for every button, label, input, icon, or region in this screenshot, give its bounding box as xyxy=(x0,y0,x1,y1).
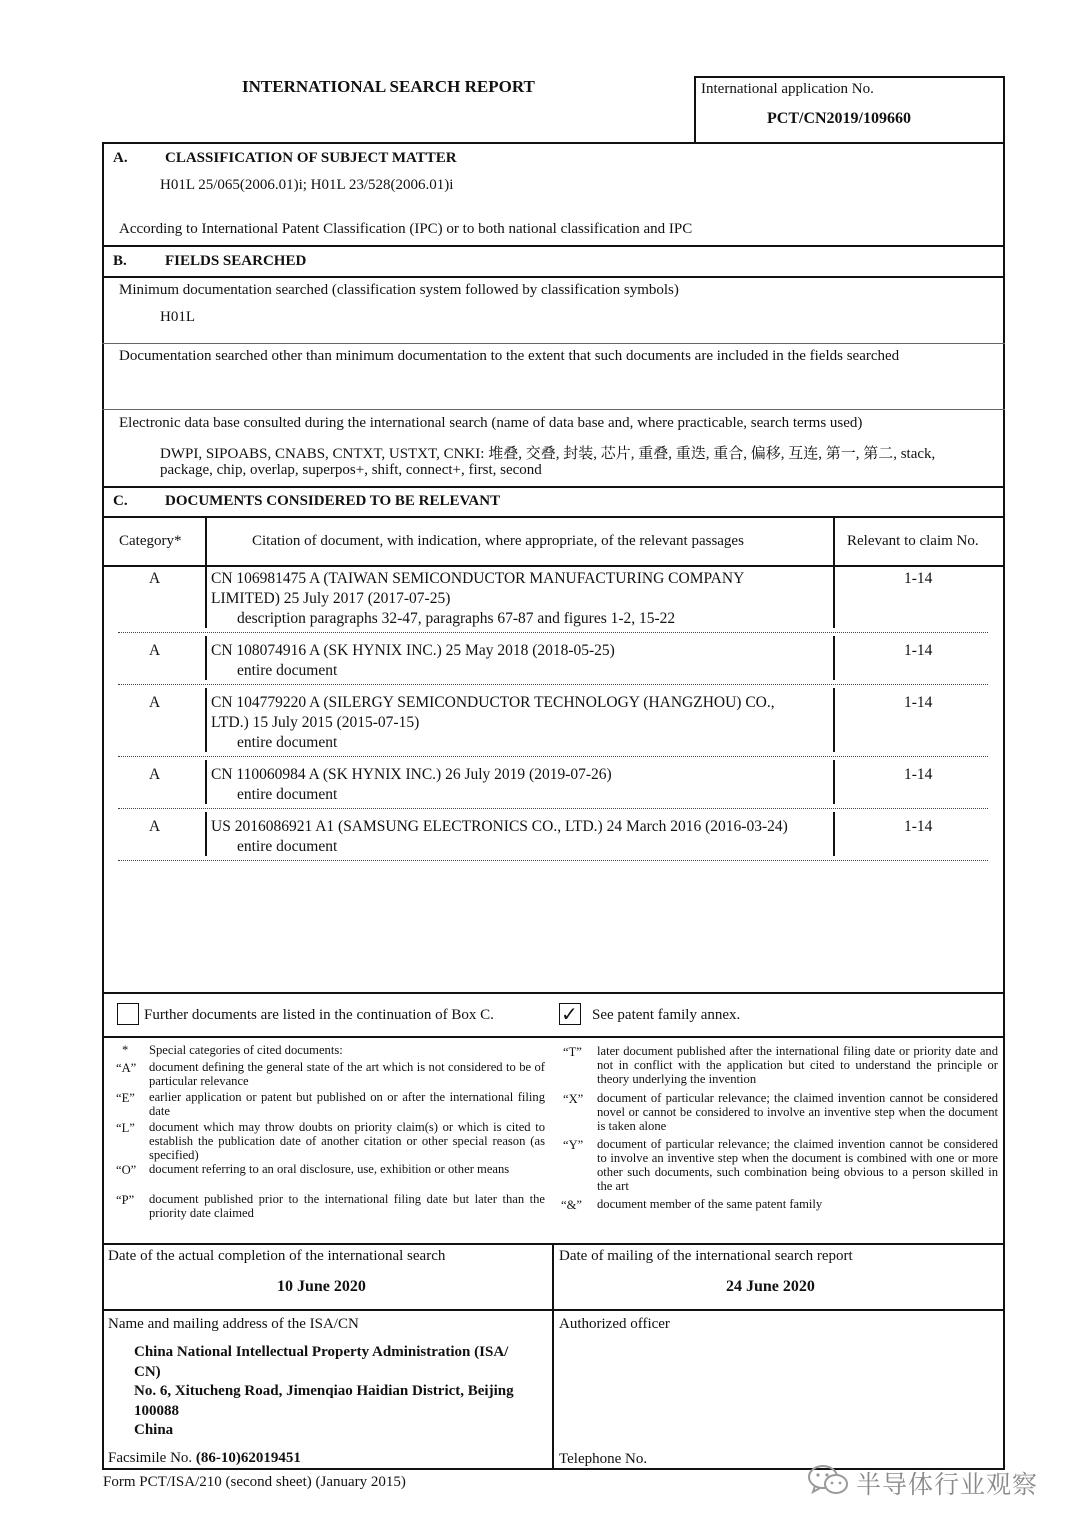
fax-value: (86-10)62019451 xyxy=(195,1450,301,1466)
category-text: document which may throw doubts on priority claim(s) or which is cited to establish the publication date of another citation or other special reason (as specified) xyxy=(149,1120,545,1162)
row-passages: entire document xyxy=(237,786,338,803)
row-claims: 1-14 xyxy=(904,570,933,587)
row-claims: 1-14 xyxy=(904,818,933,835)
row-citation-line: CN 110060984 A (SK HYNIX INC.) 26 July 2019 (2019-07-26) xyxy=(211,766,612,783)
row-citation-line: CN 106981475 A (TAIWAN SEMICONDUCTOR MANUFACTURING COMPANY xyxy=(211,570,745,587)
category-mark: “A” xyxy=(116,1061,137,1075)
telephone-label: Telephone No. xyxy=(559,1451,648,1467)
checkmark-icon: ✓ xyxy=(561,1002,578,1026)
row-citation-line: CN 104779220 A (SILERGY SEMICONDUCTOR TECHNOLOGY (HANGZHOU) CO., xyxy=(211,694,775,711)
column-divider xyxy=(552,1243,554,1469)
other-doc-label: Documentation searched other than minimum documentation to the extent that such documents are included in the fields searched xyxy=(119,348,900,364)
section-a-letter: A. xyxy=(113,150,128,166)
classification-codes: H01L 25/065(2006.01)i; H01L 23/528(2006.01)i xyxy=(160,177,454,193)
isa-label: Name and mailing address of the ISA/CN xyxy=(108,1316,359,1332)
row-citation-line: LIMITED) 25 July 2017 (2017-07-25) xyxy=(211,590,451,607)
category-text: document defining the general state of the art which is not considered to be of particular relevance xyxy=(149,1060,545,1088)
row-passages: entire document xyxy=(237,838,338,855)
isa-name-line: CN) xyxy=(134,1364,161,1380)
row-passages: entire document xyxy=(237,734,338,751)
wechat-icon xyxy=(806,1462,852,1498)
section-c-title: DOCUMENTS CONSIDERED TO BE RELEVANT xyxy=(165,493,501,509)
edb-terms-line1: DWPI, SIPOABS, CNABS, CNTXT, USTXT, CNKI: 堆叠, 交叠, 封装, 芯片, 重叠, 重迭, 重合, 偏移, 互连, 第一, 第二, stack, xyxy=(160,446,936,462)
section-a-title: CLASSIFICATION OF SUBJECT MATTER xyxy=(165,150,457,166)
section-b-letter: B. xyxy=(113,253,127,269)
row-citation-line: LTD.) 15 July 2015 (2015-07-15) xyxy=(211,714,420,731)
patent-family-label: See patent family annex. xyxy=(592,1007,741,1023)
row-category: A xyxy=(149,818,161,835)
divider xyxy=(102,992,1005,994)
edb-label: Electronic data base consulted during the international search (name of data base and, where practicable, search terms used) xyxy=(119,415,863,431)
row-category: A xyxy=(149,642,161,659)
category-mark: “O” xyxy=(116,1163,137,1177)
watermark-text: 半导体行业观察 xyxy=(856,1470,1039,1499)
fax-number xyxy=(108,1450,301,1467)
form-reference: Form PCT/ISA/210 (second sheet) (January 2015) xyxy=(103,1474,406,1490)
row-claims: 1-14 xyxy=(904,642,933,659)
category-mark: “E” xyxy=(116,1091,135,1105)
row-category: A xyxy=(149,766,161,783)
mailing-date-label: Date of mailing of the international search report xyxy=(559,1248,853,1264)
isa-address-line: China xyxy=(134,1422,174,1438)
completion-date-label: Date of the actual completion of the international search xyxy=(108,1248,446,1264)
divider xyxy=(102,245,1005,247)
further-documents-checkbox[interactable] xyxy=(117,1003,139,1025)
row-citation-line: US 2016086921 A1 (SAMSUNG ELECTRONICS CO., LTD.) 24 March 2016 (2016-03-24) xyxy=(211,818,788,835)
category-text: document referring to an oral disclosure, use, exhibition or other means xyxy=(149,1162,510,1176)
row-claims: 1-14 xyxy=(904,766,933,783)
row-category: A xyxy=(149,570,161,587)
edb-terms-line2: package, chip, overlap, superpos+, shift, connect+, first, second xyxy=(160,462,542,478)
fax-label: Facsimile No. xyxy=(108,1450,193,1466)
category-mark: “X” xyxy=(563,1092,584,1106)
section-b-title: FIELDS SEARCHED xyxy=(165,253,307,269)
category-mark: “&” xyxy=(561,1198,582,1212)
category-text: document member of the same patent family xyxy=(597,1197,823,1211)
application-number-value: PCT/CN2019/109660 xyxy=(767,110,911,127)
column-header-citation: Citation of document, with indication, where appropriate, of the relevant passages xyxy=(252,533,744,549)
category-mark: “Y” xyxy=(563,1138,584,1152)
mailing-date-value: 24 June 2020 xyxy=(726,1278,815,1295)
authorized-officer-label: Authorized officer xyxy=(559,1316,670,1332)
row-category: A xyxy=(149,694,161,711)
category-text: document published prior to the international filing date but later than the priority date claimed xyxy=(149,1192,545,1220)
column-header-category: Category* xyxy=(119,533,182,549)
category-text: earlier application or patent but published on or after the international filing date xyxy=(149,1090,545,1118)
category-mark: * xyxy=(122,1043,129,1057)
divider xyxy=(102,1243,1005,1245)
divider xyxy=(102,1309,1005,1311)
category-text: later document published after the international filing date or priority date and not in conflict with the application but cited to understand the principle or theory underlying the invention xyxy=(597,1044,998,1086)
report-title: INTERNATIONAL SEARCH REPORT xyxy=(242,77,535,96)
watermark xyxy=(806,1462,852,1503)
isa-name-line: China National Intellectual Property Administration (ISA/ xyxy=(134,1344,509,1360)
completion-date-value: 10 June 2020 xyxy=(277,1278,366,1295)
row-passages: description paragraphs 32-47, paragraphs 67-87 and figures 1-2, 15-22 xyxy=(237,610,676,627)
category-mark: “T” xyxy=(563,1045,582,1059)
row-passages: entire document xyxy=(237,662,338,679)
isa-address-line: No. 6, Xitucheng Road, Jimenqiao Haidian District, Beijing xyxy=(134,1383,514,1399)
column-header-claims: Relevant to claim No. xyxy=(847,533,979,549)
row-citation-line: CN 108074916 A (SK HYNIX INC.) 25 May 2018 (2018-05-25) xyxy=(211,642,615,659)
further-documents-label: Further documents are listed in the continuation of Box C. xyxy=(144,1007,494,1023)
row-claims: 1-14 xyxy=(904,694,933,711)
category-text: document of particular relevance; the claimed invention cannot be considered to involve an inventive step when the document is combined with one or more other such documents, such combination being obvious to a person skilled in the art xyxy=(597,1137,998,1193)
divider xyxy=(102,1036,1005,1038)
divider xyxy=(102,486,1005,488)
category-text: Special categories of cited documents: xyxy=(149,1043,343,1057)
application-number-label: International application No. xyxy=(701,81,874,97)
min-doc-value: H01L xyxy=(160,309,195,325)
category-mark: “L” xyxy=(116,1121,135,1135)
isa-address-line: 100088 xyxy=(134,1403,179,1419)
min-doc-label: Minimum documentation searched (classification system followed by classification symbols) xyxy=(119,282,679,298)
category-text: document of particular relevance; the claimed invention cannot be considered novel or cannot be considered to involve an inventive step when the document is taken alone xyxy=(597,1091,998,1133)
section-c-letter: C. xyxy=(113,493,128,509)
ipc-note: According to International Patent Classification (IPC) or to both national classification and IPC xyxy=(119,221,693,237)
category-mark: “P” xyxy=(116,1193,135,1207)
